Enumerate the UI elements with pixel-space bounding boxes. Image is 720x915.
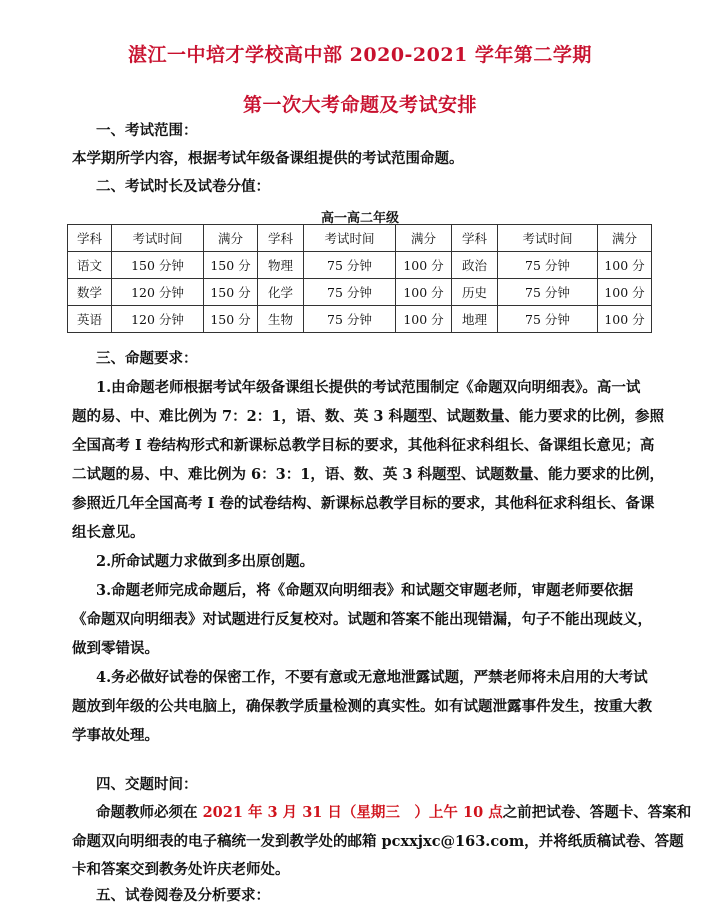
submission-deadline: 2021 年 3 月 31 日（星期三 ）上午 10 点 <box>202 804 503 821</box>
table-cell: 120 分钟 <box>112 306 204 333</box>
table-header-cell: 学科 <box>68 225 112 252</box>
table-cell: 150 分 <box>204 279 258 306</box>
table-header-row <box>68 225 652 252</box>
table-cell: 100 分 <box>598 306 652 333</box>
table-cell: 150 分钟 <box>112 252 204 279</box>
table-cell: 化学 <box>258 279 304 306</box>
table-row <box>68 279 652 306</box>
table-cell: 100 分 <box>598 252 652 279</box>
table-cell: 75 分钟 <box>304 279 396 306</box>
table-cell: 100 分 <box>396 252 452 279</box>
table-cell: 语文 <box>68 252 112 279</box>
para2-line: 2.所命试题力求做到多出原创题。 <box>96 553 315 570</box>
section4-line1 <box>96 803 691 823</box>
para4-line: 4.务必做好试卷的保密工作，不要有意或无意地泄露试题，严禁老师将未启用的大考试 <box>96 669 648 686</box>
table-header-cell: 学科 <box>258 225 304 252</box>
para1-line: 1.由命题老师根据考试年级备课组长提供的考试范围制定《命题双向明细表》。高一试 <box>96 379 641 396</box>
table-cell: 生物 <box>258 306 304 333</box>
table-header-cell: 考试时间 <box>112 225 204 252</box>
exam-schedule-table <box>67 224 652 333</box>
table-cell: 100 分 <box>396 306 452 333</box>
table-cell: 75 分钟 <box>498 306 598 333</box>
section4-heading: 四、交题时间： <box>96 776 198 793</box>
table-header-cell: 满分 <box>396 225 452 252</box>
table-header-cell: 考试时间 <box>498 225 598 252</box>
table-header-cell: 学科 <box>452 225 498 252</box>
section4-line2: 命题双向明细表的电子稿统一发到教学处的邮箱 pcxxjxc@163.com，并将纸质稿试卷、答题 <box>72 833 684 850</box>
table-cell: 历史 <box>452 279 498 306</box>
table-cell: 75 分钟 <box>498 252 598 279</box>
table-cell: 150 分 <box>204 306 258 333</box>
table-header-cell: 满分 <box>598 225 652 252</box>
section5-heading: 五、试卷阅卷及分析要求： <box>96 887 270 904</box>
table-header-cell: 考试时间 <box>304 225 396 252</box>
table-header-cell: 满分 <box>204 225 258 252</box>
para3-line: 《命题双向明细表》对试题进行反复校对。试题和答案不能出现错漏，句子不能出现歧义， <box>72 611 652 628</box>
section4-line3: 卡和答案交到教务处许庆老师处。 <box>72 861 290 878</box>
section4-line1-pre: 命题教师必须在 <box>96 804 203 821</box>
para4-line: 题放到年级的公共电脑上，确保教学质量检测的真实性。如有试题泄露事件发生，按重大教 <box>72 698 652 715</box>
doc-title-line2: 第一次大考命题及考试安排 <box>242 94 477 116</box>
para1-line: 二试题的易、中、难比例为 6：3：1，语、数、英 3 科题型、试题数量、能力要求的比例， <box>72 466 664 483</box>
table-cell: 75 分钟 <box>498 279 598 306</box>
section4-line1-post: 之前把试卷、答题卡、答案和 <box>502 804 692 821</box>
table-cell: 物理 <box>258 252 304 279</box>
table-cell: 地理 <box>452 306 498 333</box>
table-cell: 数学 <box>68 279 112 306</box>
para3-line: 3.命题老师完成命题后，将《命题双向明细表》和试题交审题老师，审题老师要依据 <box>96 582 634 599</box>
table-cell: 100 分 <box>598 279 652 306</box>
para1-line: 参照近几年全国高考 I 卷的试卷结构、新课标总教学目标的要求，其他科征求科组长、备课 <box>72 495 655 512</box>
section1-text: 本学期所学内容，根据考试年级备课组提供的考试范围命题。 <box>72 150 464 167</box>
section1-heading: 一、考试范围： <box>96 122 198 139</box>
section2-heading: 二、考试时长及试卷分值： <box>96 178 270 195</box>
section3-heading: 三、命题要求： <box>96 350 198 367</box>
para3-line: 做到零错误。 <box>72 640 159 657</box>
para1-line: 题的易、中、难比例为 7：2：1，语、数、英 3 科题型、试题数量、能力要求的比例，参照 <box>72 408 664 425</box>
table-caption: 高一高二年级 <box>320 211 399 226</box>
para4-line: 学事故处理。 <box>72 727 159 744</box>
table-cell: 75 分钟 <box>304 252 396 279</box>
table-row <box>68 252 652 279</box>
table-cell: 120 分钟 <box>112 279 204 306</box>
doc-title-line1: 湛江一中培才学校高中部 2020-2021 学年第二学期 <box>128 44 592 66</box>
para1-line: 全国高考 I 卷结构形式和新课标总教学目标的要求，其他科征求科组长、备课组长意见；高 <box>72 437 655 454</box>
table-row <box>68 306 652 333</box>
para1-line: 组长意见。 <box>72 524 145 541</box>
table-cell: 75 分钟 <box>304 306 396 333</box>
table-cell: 100 分 <box>396 279 452 306</box>
table-cell: 英语 <box>68 306 112 333</box>
table-cell: 政治 <box>452 252 498 279</box>
table-cell: 150 分 <box>204 252 258 279</box>
